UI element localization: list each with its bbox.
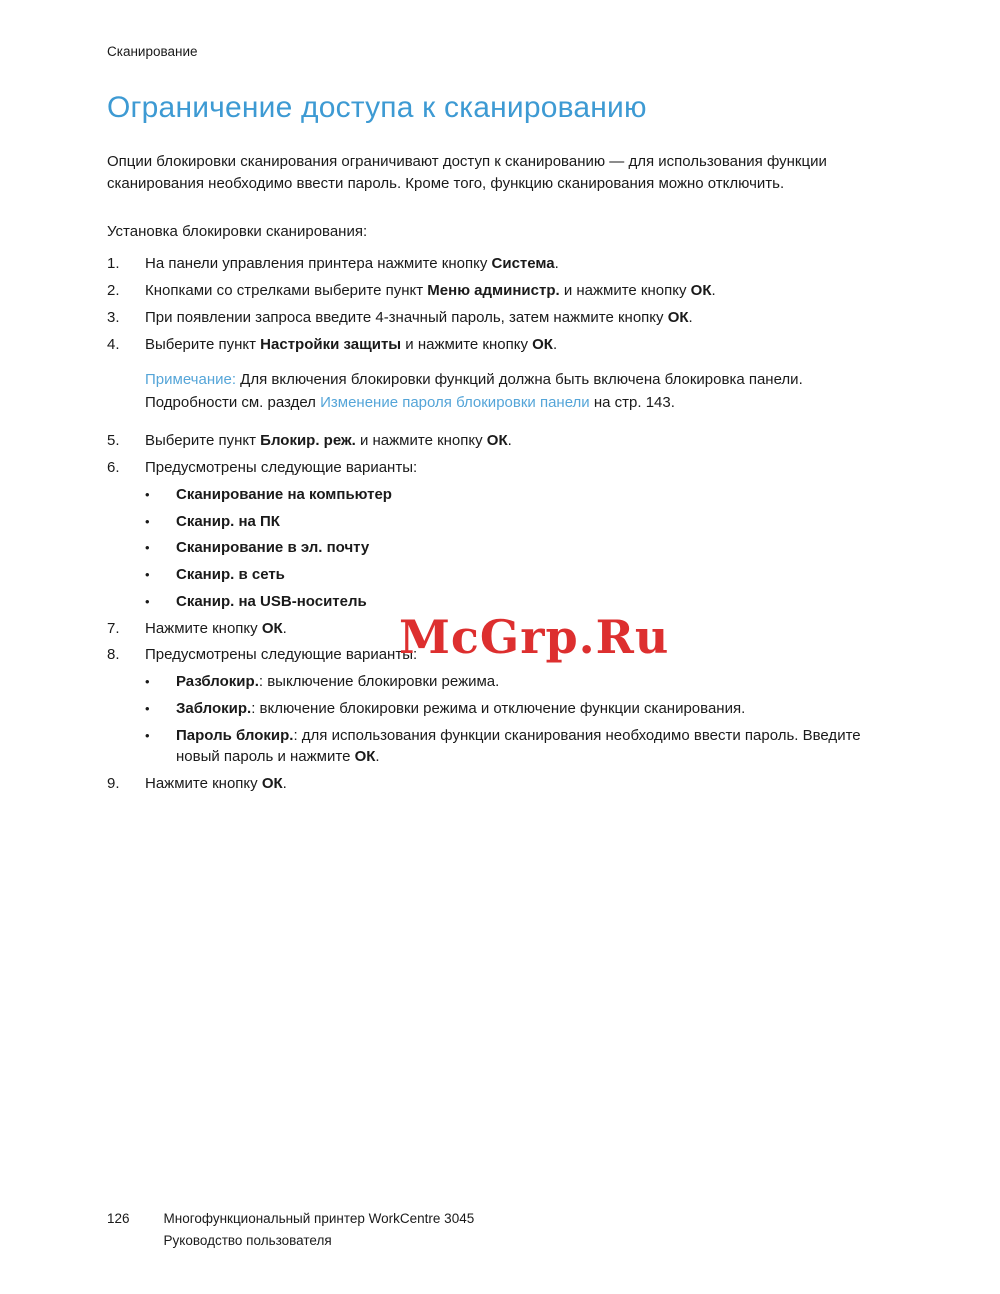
bullet-item [145, 511, 895, 533]
bullet-item [145, 698, 895, 720]
bullet-item [145, 725, 895, 769]
text-segment: . [688, 308, 693, 326]
bullet-text [176, 537, 895, 559]
text-segment: и нажмите кнопку [355, 432, 487, 450]
bullet-text [176, 671, 895, 693]
text-segment: Предусмотрены следующие варианты: [145, 459, 418, 476]
text-segment: . [375, 748, 380, 766]
step-text [145, 457, 895, 479]
step-text [145, 334, 895, 356]
step-item [107, 253, 895, 275]
bullet-item [145, 671, 895, 693]
text-segment: Предусмотрены следующие варианты: [145, 646, 418, 664]
bullet-icon: • [145, 727, 150, 743]
text-segment: ОК [261, 775, 283, 792]
text-segment: Блокир. реж. [260, 432, 356, 450]
text-segment: Сканирование в эл. почту [176, 539, 370, 557]
bullet-icon: • [145, 540, 150, 556]
step-text [145, 280, 895, 302]
text-segment: на стр. 143. [589, 393, 675, 411]
text-segment: Нажмите кнопку [145, 775, 262, 792]
bullet-item [145, 564, 895, 586]
intro-paragraph: Опции блокировки сканирования ограничивают доступ к сканированию — для использования функции сканирования необходимо ввести пароль. Кроме того, функцию сканирования можно отключить. [107, 153, 827, 192]
step-number: 3. [107, 308, 120, 326]
step-number: 4. [107, 335, 120, 353]
step-text [145, 430, 895, 452]
footer-doc-type: Руководство пользователя [163, 1232, 332, 1248]
step-number: 9. [107, 775, 120, 792]
text-segment: Настройки защиты [260, 335, 402, 353]
bullet-icon: • [145, 700, 150, 716]
bullet-icon: • [145, 513, 150, 529]
text-segment: Нажмите кнопку [145, 619, 262, 637]
content-blocks [107, 253, 895, 795]
text-segment: При появлении запроса введите 4-значный пароль, затем нажмите кнопку [145, 308, 668, 326]
text-segment: и нажмите кнопку [559, 282, 691, 299]
text-segment: . [711, 282, 716, 299]
step-item [107, 307, 895, 329]
text-segment: . [282, 775, 287, 792]
text-segment: ОК [532, 335, 553, 353]
page-number: 126 [107, 1211, 130, 1226]
watermark: McGrp.Ru [399, 610, 670, 664]
step-item [107, 430, 895, 452]
cross-reference-link[interactable]: Изменение пароля блокировки панели [320, 393, 590, 411]
bullet-item [145, 537, 895, 559]
note [145, 369, 895, 414]
text-segment: : для использования функции сканирования необходимо ввести пароль. Введите новый пароль и нажмите [176, 726, 861, 766]
step-text [145, 307, 895, 329]
step-number: 7. [107, 619, 120, 637]
text-segment: На панели управления принтера нажмите кнопку [145, 255, 492, 273]
page-title: Ограничение доступа к сканированию [107, 91, 647, 124]
step-item [107, 280, 895, 302]
note-label: Примечание: [145, 371, 236, 389]
text-segment: . [282, 619, 287, 637]
text-segment: и нажмите кнопку [401, 335, 533, 353]
text-segment: Для включения блокировки функций должна быть включена блокировка панели. Подробности см. раздел [145, 371, 803, 411]
text-segment: . [552, 335, 558, 353]
step-item [107, 334, 895, 356]
text-segment: Выберите пункт [145, 432, 261, 450]
bullet-item [145, 484, 895, 506]
text-segment: Кнопками со стрелками выберите пункт [145, 282, 428, 299]
text-segment: Пароль блокир. [176, 726, 294, 744]
text-segment: . [554, 255, 559, 273]
step-item [107, 457, 895, 479]
text-segment: ОК [486, 432, 508, 450]
text-segment: . [507, 432, 512, 450]
text-segment: ОК [261, 619, 283, 637]
bullet-icon: • [145, 674, 150, 689]
text-segment: Заблокир. [176, 699, 252, 717]
step-number: 5. [107, 432, 120, 450]
text-segment: Меню администр. [427, 282, 560, 299]
setup-heading: Установка блокировки сканирования: [107, 222, 368, 240]
step-text [145, 773, 895, 795]
text-segment: ОК [354, 748, 376, 766]
step-number: 6. [107, 459, 120, 476]
bullet-text [176, 564, 895, 586]
text-segment: : включение блокировки режима и отключение функции сканирования. [251, 699, 746, 717]
footer [107, 1208, 474, 1251]
text-segment: Сканир. на USB-носитель [176, 592, 367, 610]
step-number: 1. [107, 255, 120, 273]
text-segment: Сканир. на ПК [176, 512, 280, 530]
step-number: 2. [107, 282, 120, 299]
bullet-text [176, 698, 895, 720]
text-segment: Система [491, 255, 555, 273]
step-text [145, 253, 895, 275]
text-segment: : выключение блокировки режима. [258, 673, 500, 690]
step-number: 8. [107, 646, 120, 664]
bullet-text [176, 484, 895, 506]
text-segment: Сканирование на компьютер [176, 485, 392, 503]
running-header: Сканирование [107, 44, 198, 59]
footer-product-name: Многофункциональный принтер WorkCentre 3045 [163, 1211, 475, 1226]
bullet-icon: • [145, 567, 150, 582]
text-segment: Выберите пункт [145, 335, 261, 353]
text-segment: Разблокир. [176, 673, 259, 690]
footer-lines [164, 1208, 475, 1251]
text-segment: ОК [690, 282, 712, 299]
bullet-icon: • [145, 593, 150, 609]
bullet-text [176, 725, 895, 769]
step-item [107, 773, 895, 795]
text-segment: ОК [667, 308, 689, 326]
bullet-icon: • [145, 486, 150, 502]
bullet-text [176, 511, 895, 533]
text-segment: Сканир. в сеть [176, 566, 285, 583]
